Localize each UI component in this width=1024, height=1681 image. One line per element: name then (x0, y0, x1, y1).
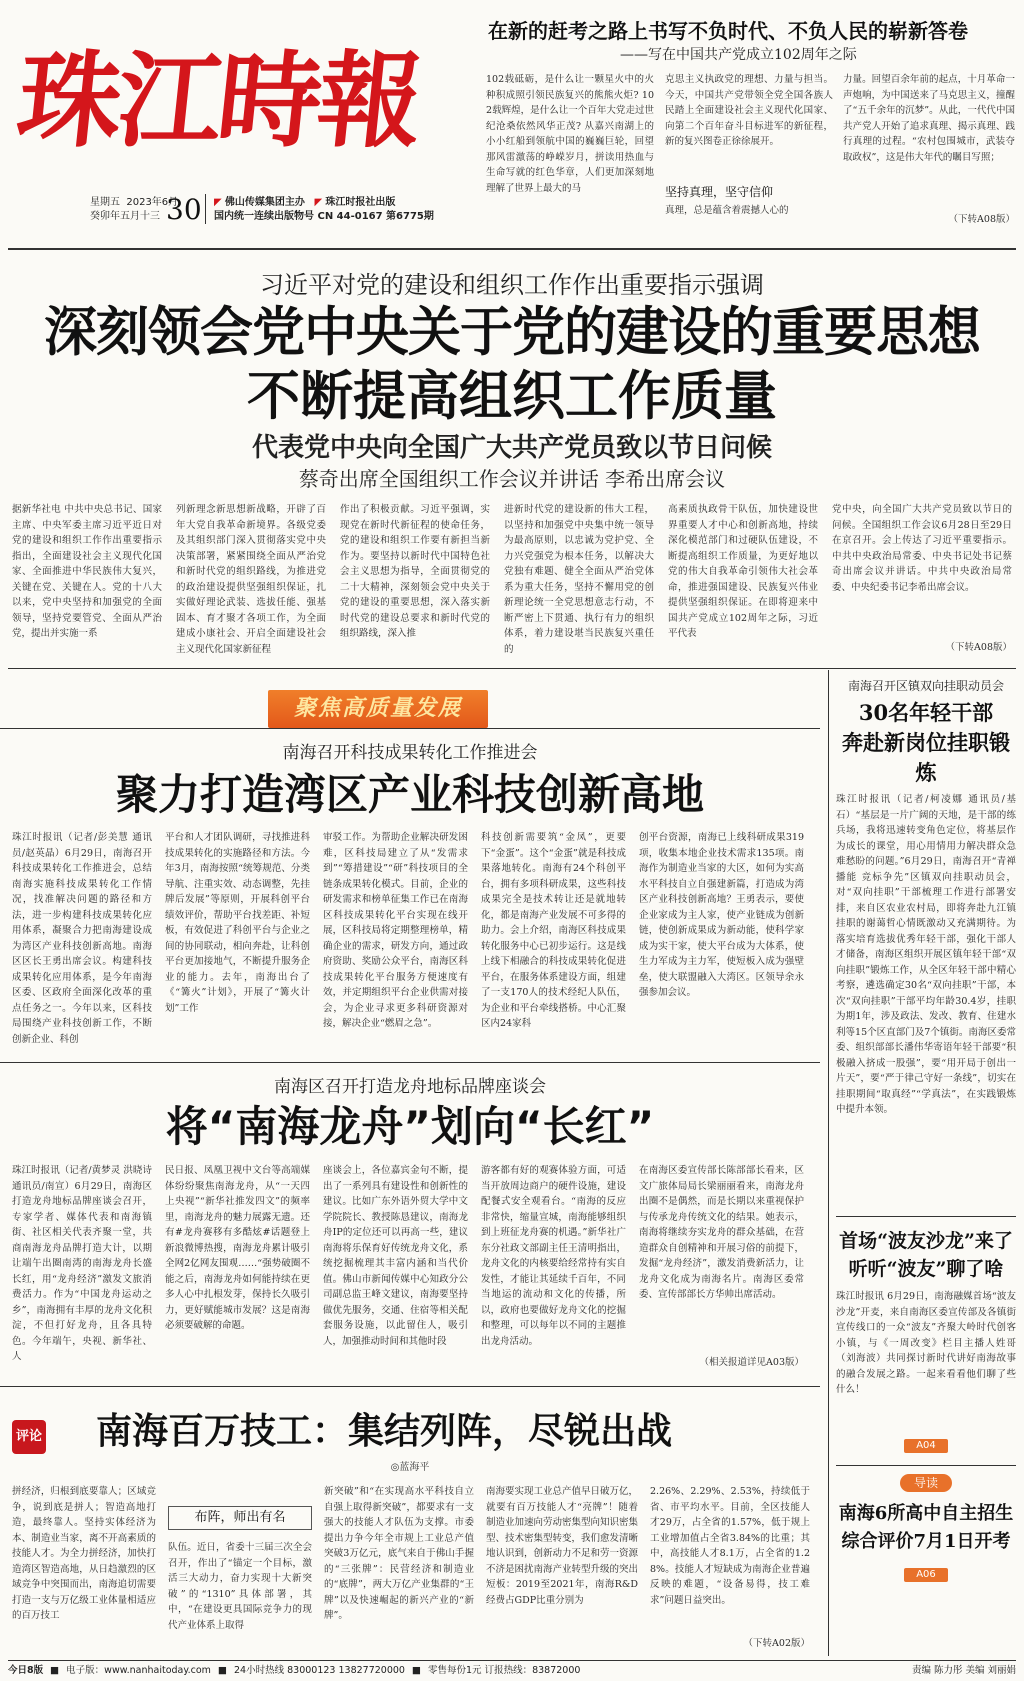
lead-col-2: 列新理念新思想新战略，开辟了百年大党自我革命新境界。各级党委及其组织部门深入贯彻落实党中央决策部署，紧紧围绕全面从严治党和新时代党的组织路线，为推进党的政治建设提供坚强组织保证，扎实做好理论武装、选拔任能、强基固本、育才聚才各项工作，为全面建成小康社会、开启全面建设社会主义现代化国家新征程 (176, 504, 326, 655)
story3-col-1: 珠江时报讯（记者/黄梦灵 洪晓诗 通讯员/南宣）6月29日，南海区打造龙舟地标品牌座谈会召开，专家学者、媒体代表和南海镇街、社区相关代表齐聚一堂，共商南海龙舟品牌打造大计，以期让端午出圈南湾的南海龙舟长盛长红，用“龙舟经济”激发文旅消费活力。作为“中国龙舟运动之乡”，南海拥有丰厚的龙舟文化积淀，不但打好龙舟，且各具特色。今年端午，央视、新华社、人 (12, 1165, 152, 1362)
sidebar-s1-body: 珠江时报讯（记者/柯凌娜 通讯员/基石）“基层是一片广阔的天地，是干部的练兵场，我将迅速转变角色定位，将基层作为成长的课堂，用心用情用力解决群众急难愁盼的问题。”6月29日，南海召开“青禅播能 竞标争先”区镇双向挂职动员会，对“双向挂职”干部梳理工作进行部署安排，来自区农业农村局，即将奔赴九江镇挂职的谢蔼哲心情既激动又充满期待。为落实培育选拔优秀年轻干部，强化干部人才储备，南海区组织开展区镇年轻干部“双向挂职”锻炼工作，从全区年轻干部中精心考察，遴选确定30名“双向挂职”干部，本次“双向挂职”干部平均年龄30.4岁，挂职为期1年，涉及政法、发改、教育、住建水利等15个区直部门及7个镇街。南海区委常委、组织部部长潘伟华寄语年轻干部要“积极融入挤成一股强”，要“用开局于创出一片天”，要“严于律己守好一条线”，切实在挂职期间“取真经”“学真法”，在实践锻炼中提升本领。 (836, 794, 1016, 1115)
lead-subtitle-1: 代表党中央向全国广大共产党员致以节日问候 (251, 433, 772, 463)
story2-col-5: 创平台资源，南海已上线科研成果319项，收集本地企业技术需求135项。南海作为制造业当家的大区，如何为实高水平科技自立自强建新篇，打造成为湾区产业科技创新高地？王勇表示，要使企业家成为主人家，使产业链成为创新链，使创新成果成为新动能，使科学家成为实干家，使大平台成为大体系，使生力军成为主力军，使短板入成为强壁垒，使大联盟融入大湾区。区领导余永强参加会议。 (639, 832, 804, 998)
story3-col-2: 民日报、凤凰卫视中文台等高端媒体纷纷聚焦南海龙舟，从“一天四上央视”“新华社推发四文”的频率里，南海龙舟的魅力展露无遗。还有#龙舟赛移有多酷炫#话题登上新浪微博热搜，南海龙舟累计吸引全网2亿网友围观……“强势破圈不能之后，南海龙舟如何能持续在更多人心中扎根发芽，保持长久吸引力，更好赋能城市发展？这是南海必须要破解的命题。 (165, 1165, 310, 1331)
issue-day: 30 (166, 193, 202, 226)
top-story-more[interactable]: （下转A08版） (948, 214, 1015, 225)
story2-col-1: 珠江时报讯（记者/彭美慧 通讯员/赵英晶）6月29日，南海召开科技成果转化工作推进会，总结南海实施科技成果转化工作情况，找准解决问题的路径和方法，进一步构建科技成果转化应用体系，凝聚合力把南海建设成为湾区产业科技创新高地。南海区区长王勇出席会议。构建科技成果转化应用体系，是今年南海区委、区政府全面深化改革的重点任务之一。今年以来，区科技局围绕产业科技创新工作，不断创新企业、科创 (12, 832, 152, 1045)
lead-col-5: 高素质执政骨干队伍，加快建设世界重要人才中心和创新高地，持续深化模范部门和过硬队伍建设，不断提高组织工作质量，为更好地以党的伟大自我革命引领伟大社会革命，推进强国建设、民族复兴伟业提供坚强组织保证。在即将迎来中国共产党成立102周年之际，习近平代表 (668, 504, 818, 639)
group-logo-icon: ◤ (214, 197, 222, 208)
story3-col-3: 座谈会上，各位嘉宾金句不断，提出了一系列具有建设性和创新性的建议。比如广东外语外贸大学中文学院院长、教授陈恳建议，南海龙舟IP的定位还可以再高一些，建议南海将乐保育好传统龙舟文化，系统挖掘梳理其丰富内涵和当代价值。佛山市新闻传媒中心知政分公司副总监王峰文建议，南海要坚持做优先服务，交通、住宿等相关配套服务设施，以此留住人，吸引人，加强推动时间和其他时段 (323, 1165, 468, 1347)
story2-title: 聚力打造湾区产业科技创新高地 (115, 770, 704, 819)
sponsor-2: 珠江时报社出版 (325, 197, 396, 208)
weekday: 星期五 (90, 197, 120, 208)
lead-col-4: 进新时代党的建设新的伟大工程，以坚持和加强党中央集中统一领导为最高原则，以忠诚为党护党、全力兴党强党为根本任务，以解决大党独有难题、健全全面从严治党体系为重大任务，坚持不懈用党的创新理论统一全党思想意志行动，不断严密上下贯通、执行有力的组织体系，着力建设堪当民族复兴重任的 (504, 504, 654, 655)
sidebar (836, 670, 1016, 1656)
commentary-more[interactable]: （下转A02版） (743, 1638, 810, 1649)
commentary-col-3: 新突破”和“在实现高水平科技自立自强上取得新突破”，都要求有一支强大的技能人才队伍为支撑。市委提出力争今年全市规上工业总产值突破3万亿元，底气来自于佛山手握的“三张牌”：民营经济和制造业的“底牌”，两大万亿产业集群的“王牌”以及快速崛起的新兴产业的“新牌”。 (324, 1486, 474, 1621)
commentary-title: 南海百万技工：集结列阵，尽锐出战 (96, 1411, 673, 1452)
story2-col-4: 科技创新需要筑“金凤”，更要下“金蛋”。这个“金蛋”就是科技成果落地转化。南海有24个科创平台，拥有多项科研成果，这些科技成果完全是技术转让还是就地转化，都是南海产业发展不可多得的助力。会上介绍，南海区科技成果转化服务中心已初步运行。这是线上线下相融合的科技成果转化促进平台，在服务体系建设方面，组建了一支170人的技术经纪人队伍，为企业和平台牵线搭桥。中心汇聚区内24家科 (481, 832, 626, 1029)
commentary-col-2: 队伍。近日，省委十三届三次全会召开，作出了“锚定一个目标，激活三大动力，奋力实现十大新突破”的“1310”具体部署，其中，“在建设更具国际竞争力的现代产业体系上取得 (168, 1542, 312, 1631)
footer: 今日8版 ■ 电子版：www.nanhaitoday.com ■ 24小时热线 83000123 13827720000 ■ 零售每份1元 订报热线：83872000 责编 陈力彤 美编 刘丽娟 (8, 1663, 1016, 1679)
sidebar-s3-title-2: 综合评价7月1日开考 (841, 1531, 1011, 1552)
footer-pages: 今日8版 (8, 1665, 44, 1676)
masthead-logo: 珠江時報 (11, 39, 425, 162)
top-story-col1: 102载砥砺，是什么让一颗星火中的火种积成照引领民族复兴的熊熊火炬? 102载辉煌，是什么让一个百年大党走过世纪沧桑依然风华正茂? 从嘉兴南湖上的小小红船到领航中国的巍巍巨轮，回望那风雷激荡的峥嵘岁月，拼读用热血与生命写就的红色华章，人们更加深刻地理解了世界上最大的马 (486, 74, 654, 194)
top-story-subhead: 坚持真理，坚守信仰 (665, 185, 774, 199)
sidebar-s2-title-2: 听听“波友”聊了啥 (848, 1258, 1004, 1280)
lead-col-3: 作出了积极贡献。习近平强调，实现党在新时代新征程的使命任务，党的建设和组织工作要有新担当新作为。要坚持以新时代中国特色社会主义思想为指导，全面贯彻党的二十大精神，深刻领会党中央关于党的建设的重要思想，深入落实新时代党的建设总要求和新时代党的组织路线，深入推 (340, 504, 490, 639)
story3-kicker: 南海区召开打造龙舟地标品牌座谈会 (274, 1077, 546, 1097)
lead-col-6: 党中央，向全国广大共产党员致以节日的问候。全国组织工作会议6月28日至29日在京召开。会上传达了习近平重要指示。中共中央政治局常委、中央书记处书记蔡奇出席会议并讲话。中共中央政治局常委、中央纪委书记李希出席会议。 (832, 504, 1012, 593)
commentary-col-1: 拼经济，归根到底要靠人；区域竞争，说到底是拼人；智造高地打造，最终靠人。坚持实体经济为本、制造业当家，离不开高素质的技能人才。为全力拼经济，加快打造湾区智造高地，从日趋激烈的区域竞争中突围而出，南海追切需要打造一支与万亿级工业体量相适应的百万技工 (12, 1486, 156, 1621)
top-story-col2-tail: 真理，总是蕴含着震撼人心的 (665, 205, 789, 216)
focus-banner-label: 聚焦高质量发展 (293, 696, 462, 721)
story3-more[interactable]: （相关报道详见A03版） (699, 1357, 804, 1368)
sidebar-s1-title-1: 30名年轻干部 (858, 700, 994, 725)
lead-kicker: 习近平对党的建设和组织工作作出重要指示强调 (260, 271, 764, 299)
sidebar-s1-kicker: 南海召开区镇双向挂职动员会 (847, 679, 1004, 693)
sidebar-s3-title-1: 南海6所高中自主招生 (838, 1503, 1014, 1524)
commentary-badge-label: 评论 (15, 1429, 42, 1444)
sidebar-s2-body: 珠江时报讯 6月29日，南海融媒首场“波友沙龙”开麦，来自南海区委宣传部及各镇街宣传线口的一众“波友”齐聚大岭时代创客小镇，与《一周改变》栏目主播人姓哥（刘海波）共同探讨新时代讲好南海故事的融合发展之路。一起来看看他们聊了些什么！ (836, 1291, 1016, 1395)
sponsor-1: 佛山传媒集团主办 (224, 197, 305, 208)
story2-kicker: 南海召开科技成果转化工作推进会 (282, 743, 538, 763)
lunar-date: 癸卯年五月十三 (90, 211, 160, 222)
top-story-title: 在新的赶考之路上书写不负时代、不负人民的崭新答卷 (488, 19, 968, 43)
lead-col-1: 据新华社电 中共中央总书记、国家主席、中央军委主席习近平近日对党的建设和组织工作作出重要指示指出，全面建设社会主义现代化国家、全面推进中华民族伟大复兴，关键在党、关键在人。党的十八大以来，党中央坚持和加强党的全面领导，坚持党要管党、全面从严治党，提出并实施一系 (12, 504, 162, 639)
commentary-col-5: 2.26%、2.29%、2.53%，持续低于省、市平均水平。目前，全区技能人才29万，占全省的1.57%，低于规上工业增加值占全省3.84%的比重；其中，高技能人才8.1万，占全省的1.28%。技能人才短缺成为南海企业普遍反映的难题，“设备易得，技工难求”问题日益突出。 (650, 1486, 810, 1606)
story2-col-2: 平台和人才团队调研，寻找推进科技成果转化的实施路径和方法。今年3月，南海按照“统筹规范、分类导航、注重实效、动态调整，先挂牌后发展”等原则，开展科创平台绩效评价，帮助平台找差距、补短板，有效促进了科创平台与企业之间的协同联动，相向奔赴，让科创平台更加接地气，不断提升服务企业的能力。去年，南海出台了《“篝火”计划》，开展了“篝火计划”工作 (165, 832, 310, 1014)
paper-logo-icon: ◤ (314, 197, 323, 208)
lead-title-line1: 深刻领会党中央关于党的建设的重要思想 (44, 302, 980, 363)
sidebar-s1-title-2: 奔赴新岗位挂职锻炼 (842, 730, 1010, 785)
cn-number: 国内统一连续出版物号 CN 44-0167 第6775期 (214, 211, 434, 222)
focus-banner (268, 690, 488, 728)
lead-more[interactable]: （下转A08版） (945, 642, 1012, 653)
top-story-col3: 力量。回望百余年前的起点，十月革命一声炮响，为中国送来了马克思主义，撞醒了“五千余年的沉梦”。从此，一代代中国共产党人开始了追求真理、揭示真理、践行真理的过程。“农村包围城市，武装夺取政权”，这是伟大年代的瞩目写照； (843, 74, 1015, 163)
issue-date: 2023年6月 (126, 197, 179, 208)
story3-col-5: 在南海区委宣传部长陈部部长看来，区文广旅体局局长梁丽丽看来，南海龙舟出圈不是偶然，而是长期以来重视保护与传承龙舟传统文化的结果。她表示，南海将继续夯实龙舟的群众基础，在营造群众自创精神和开展习俗的前提下，发掘“龙舟经济”，激发消费新活力，让龙舟文化成为南海名片。南海区委常委、宣传部部长方华帅出席活动。 (639, 1165, 804, 1300)
sidebar-s3-page-tag[interactable]: A06 (904, 1568, 948, 1582)
lead-title-line2: 不断提高组织工作质量 (247, 366, 777, 427)
footer-credits: 责编 陈力彤 美编 刘丽娟 (911, 1665, 1016, 1676)
footer-price: 零售每份1元 订报热线：83872000 (428, 1665, 581, 1676)
top-story-subtitle: ——写在中国共产党成立102周年之际 (620, 47, 857, 63)
commentary-subhead: 布阵，师出有名 (168, 1506, 312, 1530)
guide-label: 导读 (900, 1474, 952, 1492)
commentary-col-4: 南海要实现工业总产值早日破万亿，就要有百万技能人才“亮牌”！随着制造业加速向劳动密集型向知识密集型、技术密集型转变，我们愈发清晰地认识到，创新动力不足和劳一资源不济是困扰南海产业转型升级的突出短板：2019至2021年，南海R&D经费占GDP比重分别为 (486, 1486, 638, 1606)
sidebar-s2-page-tag[interactable]: A04 (904, 1439, 948, 1453)
lead-subtitle-2: 蔡奇出席全国组织工作会议并讲话 李希出席会议 (298, 467, 726, 491)
commentary-badge (12, 1420, 46, 1454)
story3-title: 将“南海龙舟”划向“长红” (165, 1102, 655, 1151)
top-story-col2: 克思主义执政党的理想、力量与担当。今天，中国共产党带领全党全国各族人民踏上全面建设社会主义现代化国家、向第二个百年奋斗目标进军的新征程，新的复兴图卷正徐徐展开。 (665, 74, 833, 147)
commentary-byline: ◎蓝海平 (390, 1462, 430, 1473)
footer-hotline: 24小时热线 83000123 13827720000 (234, 1665, 405, 1676)
story2-col-3: 审驳工作。为帮助企业解决研发困难，区科技局建立了从“发需求到”“筹措建设”“研”科技项目的全链条成果转化模式。目前，企业的研发需求和榜单征集工作已在南海区科技成果转化平台实现在线开展，区科技局将定期整理榜单，精确企业的需求，研发方向，通过政府资助、奖励公众平台，南海区科技成果转化平台服务方便速度有效，并定期组织平台企业供需对接会，为企业寻求更多科研资源对接，解决企业“燃眉之急”。 (323, 832, 468, 1029)
footer-epaper[interactable]: 电子版：www.nanhaitoday.com (66, 1665, 211, 1676)
masthead (0, 0, 1024, 248)
sidebar-s2-title-1: 首场“波友沙龙”来了 (839, 1230, 1013, 1252)
story3-col-4: 游客都有好的观赛体验方面，可适当开放周边商户的硬件设施，建设配餐式安全观看台。“南海的反应非常快，缩量宣城，南海能够组织到上班征龙舟赛的机遇。”新华社广东分社政文部副主任王清明指出，龙舟文化的内核要给经常持有实自发性，才能让其延续千百年，不同当地运的流动和文化的传播，所以，政府也要做好龙舟文化的挖掘和整理，可以每年以不同的主题推出龙舟活动。 (481, 1165, 626, 1347)
